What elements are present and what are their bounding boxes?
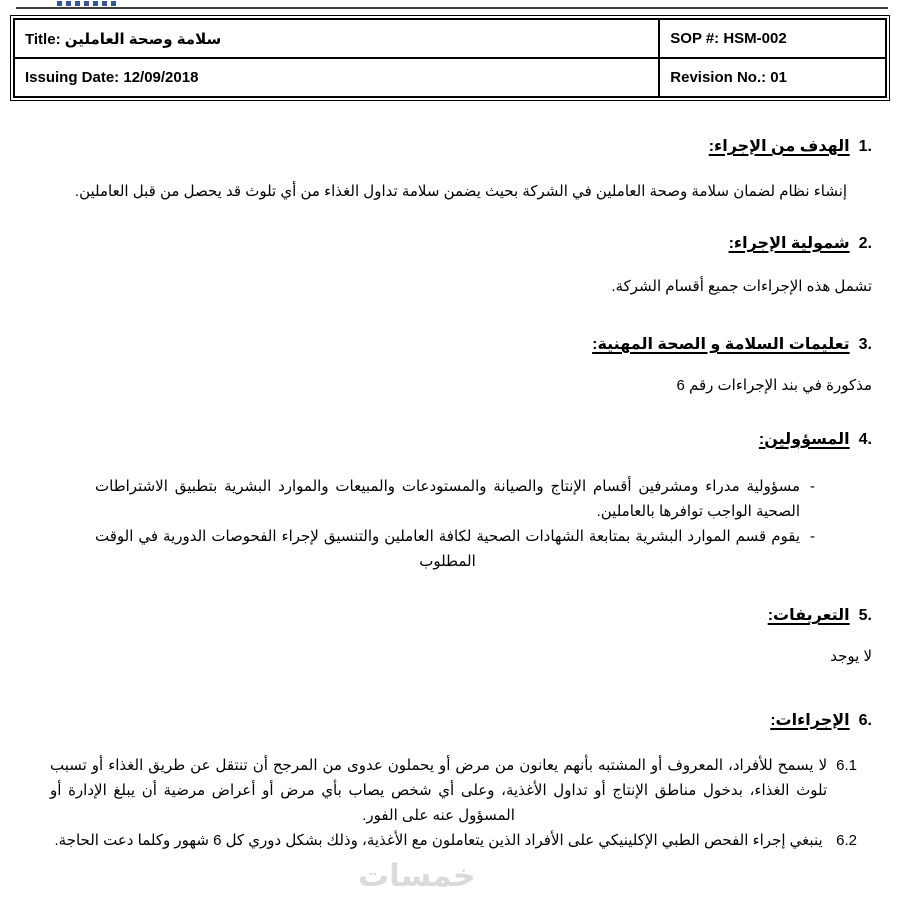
section-2-paragraph: تشمل هذه الإجراءات جميع أقسام الشركة. [611, 278, 872, 295]
clipped-logo-icon [55, 0, 121, 7]
section-5-heading [50, 606, 872, 626]
section-6-heading [50, 711, 872, 731]
clipped-page-header [0, 0, 900, 15]
list-item [50, 474, 872, 524]
section-4-title: المسؤولين: [758, 431, 850, 448]
section-6-number: 6. [858, 712, 872, 729]
section-1-paragraph: إنشاء نظام لضمان سلامة وصحة العاملين في الشركة بحيث يضمن سلامة تداول الغذاء من أي تلوث قد يحصل من قبل العاملين. [74, 183, 848, 200]
section-2-title: شمولية الإجراء: [728, 235, 850, 252]
procedure-item [50, 753, 872, 828]
bullet-dash-marker: - [810, 478, 815, 495]
bullet-dash-marker: - [810, 528, 815, 545]
procedure-number: 6.1 [836, 757, 857, 774]
section-5-paragraph: لا يوجد [830, 648, 872, 665]
title-cell [14, 19, 659, 58]
section-5-title: التعريفات: [767, 607, 850, 624]
section-1-heading [50, 137, 872, 157]
section-4-heading [50, 430, 872, 450]
revision-cell: Revision No.: 01 [659, 58, 886, 97]
section-2-number: 2. [858, 235, 872, 252]
section-3-title: تعليمات السلامة و الصحة المهنية: [592, 336, 850, 353]
list-item [50, 524, 872, 574]
procedure-item [50, 828, 872, 853]
section-3-heading [50, 335, 872, 355]
bullet-text: يقوم قسم الموارد البشرية بمتابعة الشهادات الصحية لكافة العاملين والتنسيق لإجراء الفحوصات الدورية في الوقت المطلوب [95, 528, 800, 570]
watermark-text: خمسات [358, 858, 476, 893]
bullet-text: مسؤولية مدراء ومشرفين أقسام الإنتاج والصيانة والمستودعات والمبيعات والموارد البشرية بتطبيق الاشتراطات الصحية الواجب توافرها بالعاملين. [95, 478, 800, 520]
issuing-date-cell: Issuing Date: 12/09/2018 [14, 58, 659, 97]
section-5-number: 5. [858, 607, 872, 624]
sop-number-cell: SOP #: HSM-002 [659, 19, 886, 58]
sop-header-table [10, 15, 890, 101]
section-3-paragraph: مذكورة في بند الإجراءات رقم 6 [676, 377, 872, 394]
procedure-number: 6.2 [836, 832, 857, 849]
section-4-number: 4. [858, 431, 872, 448]
procedure-text: لا يسمح للأفراد، المعروف أو المشتبه بأنهم يعانون من مرض أو يحملون عدوى من المرجح أن تنتقل عن طريق الغذاء أو تسبب تلوث الغذاء، بدخول مناطق الإنتاج أو تداول الأغذية، وعلى أي شخص يصاب بأي مرض أو أعراض مرضية أن يبلغ الإدارة أو المسؤول عنه على الفور. [50, 757, 828, 824]
title-label: Title: [25, 30, 61, 48]
table-row [14, 58, 886, 97]
section-2-heading [50, 234, 872, 254]
title-value: سلامة وصحة العاملين [64, 30, 222, 48]
document-body [0, 137, 900, 853]
header-rule-line [16, 7, 888, 9]
procedure-text: ينبغي إجراء الفحص الطبي الإكلينيكي على الأفراد الذين يتعاملون مع الأغذية، وذلك بشكل دوري كل 6 شهور وكلما دعت الحاجة. [54, 832, 823, 849]
section-6-title: الإجراءات: [770, 712, 850, 729]
table-row [14, 19, 886, 58]
section-1-number: 1. [858, 138, 872, 155]
section-1-title: الهدف من الإجراء: [708, 138, 850, 155]
section-3-number: 3. [858, 336, 872, 353]
